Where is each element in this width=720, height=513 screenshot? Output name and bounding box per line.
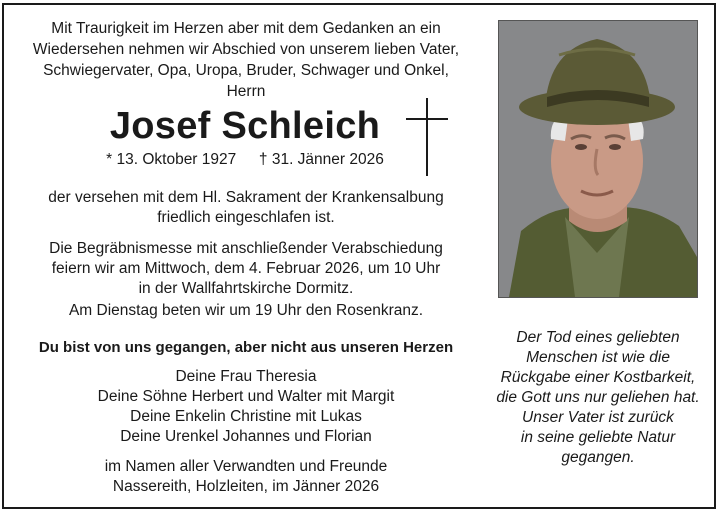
closing-line: im Namen aller Verwandten und Freunde	[104, 458, 388, 475]
portrait-illustration	[499, 21, 697, 297]
quote-line: in seine geliebte Natur	[520, 429, 676, 446]
family-member: Deine Enkelin Christine mit Lukas	[130, 408, 362, 425]
rosary-text: Am Dienstag beten wir um 19 Uhr den Rosenkranz.	[68, 302, 424, 319]
closing-text	[18, 457, 474, 497]
sacrament-line: der versehen mit dem Hl. Sakrament der Krankensalbung	[48, 189, 444, 206]
intro-line: Herrn	[226, 83, 266, 100]
closing-line: Nassereith, Holzleiten, im Jänner 2026	[112, 478, 380, 495]
birth-date: 13. Oktober 1927	[116, 151, 237, 168]
family-member: Deine Urenkel Johannes und Florian	[120, 428, 372, 445]
sacrament-text	[18, 188, 474, 228]
quote-line: Rückgabe einer Kostbarkeit,	[500, 369, 696, 386]
birth-symbol: *	[106, 151, 113, 168]
intro-text	[18, 18, 474, 102]
family-list	[18, 367, 474, 447]
motto-heading: Du bist von uns gegangen, aber nicht aus unseren Herzen	[38, 339, 454, 356]
life-dates	[40, 150, 450, 170]
cross-icon	[406, 98, 448, 176]
quote-line: gegangen.	[561, 449, 635, 466]
quote-line: Unser Vater ist zurück	[522, 409, 674, 426]
death-date: 31. Jänner 2026	[271, 151, 384, 168]
quote-line: die Gott uns nur geliehen hat.	[496, 389, 700, 406]
memorial-quote	[484, 328, 712, 468]
intro-line: Wiedersehen nehmen wir Abschied von unserem lieben Vater,	[32, 41, 460, 58]
sacrament-line: friedlich eingeschlafen ist.	[157, 209, 335, 226]
mass-line: Die Begräbnismesse mit anschließender Verabschiedung	[49, 240, 443, 257]
death-symbol: †	[258, 151, 268, 168]
intro-line: Mit Traurigkeit im Herzen aber mit dem Gedanken an ein	[51, 20, 441, 37]
mass-line: feiern wir am Mittwoch, dem 4. Februar 2026, um 10 Uhr	[51, 260, 441, 277]
family-member: Deine Söhne Herbert und Walter mit Margit	[97, 388, 395, 405]
quote-line: Der Tod eines geliebten	[516, 329, 680, 346]
funeral-mass-text	[18, 239, 474, 299]
intro-line: Schwiegervater, Opa, Uropa, Bruder, Schwager und Onkel,	[43, 62, 449, 79]
portrait-photo	[498, 20, 698, 298]
family-member: Deine Frau Theresia	[175, 368, 317, 385]
quote-line: Menschen ist wie die	[526, 349, 670, 366]
mass-line: in der Wallfahrtskirche Dormitz.	[138, 280, 354, 297]
deceased-name: Josef Schleich	[109, 105, 381, 147]
